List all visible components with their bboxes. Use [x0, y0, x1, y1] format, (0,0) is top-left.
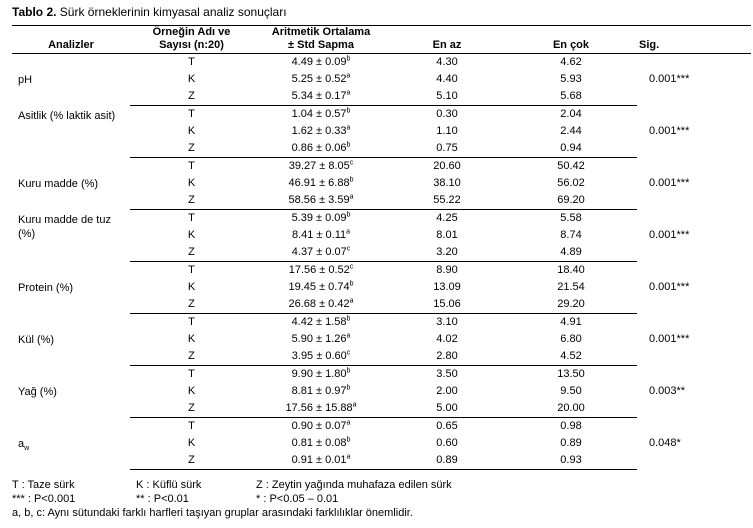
- min-value: 20.60: [433, 160, 461, 172]
- sample-group: Z: [130, 296, 253, 314]
- mean-sd-cell: 58.56 ± 3.59$^a$: [253, 192, 389, 210]
- sample-group: Z: [130, 452, 253, 470]
- table-row: [12, 262, 751, 280]
- max-value: 5.58: [560, 212, 582, 224]
- sample-group: K: [187, 125, 196, 137]
- significance-value: 0.001***: [649, 73, 690, 86]
- min-value: 38.10: [433, 177, 461, 189]
- max-value: 20.00: [505, 400, 637, 418]
- sample-group: Z: [130, 88, 253, 106]
- row-group: [12, 210, 751, 262]
- max-value: 13.50: [557, 368, 585, 380]
- min-value: 4.25: [436, 212, 458, 224]
- mean-sd-cell: 0.90 ± 0.07$^a$: [291, 419, 351, 432]
- min-value: 2.00: [436, 385, 458, 397]
- min-value: 8.90: [436, 264, 458, 276]
- mean-sd-cell: 5.90 ± 1.26$^a$: [291, 332, 351, 345]
- max-value: 5.68: [505, 88, 637, 106]
- mean-sd-cell: 39.27 ± 8.05$^c$: [288, 159, 354, 172]
- mean-sd-cell: 4.42 ± 1.58$^b$: [291, 315, 351, 328]
- mean-sd-cell: 4.37 ± 0.07$^c$: [253, 244, 389, 262]
- min-value: 55.22: [389, 192, 505, 210]
- analysis-name: Kül (%): [18, 333, 55, 346]
- min-value: 13.09: [433, 281, 461, 293]
- table-row: [12, 158, 751, 176]
- max-value: 56.02: [557, 177, 585, 189]
- significance-value: 0.001***: [649, 281, 690, 293]
- sample-group: K: [187, 73, 196, 85]
- note-t: T : Taze sürk: [12, 479, 75, 491]
- table-caption-text: Sürk örneklerinin kimyasal analiz sonuçları: [56, 5, 287, 19]
- note-k: K : Küflü sürk: [136, 479, 202, 491]
- max-value: 2.44: [560, 125, 582, 137]
- note-p05: * : P<0.05 – 0.01: [256, 493, 339, 505]
- min-value: 3.50: [436, 368, 458, 380]
- max-value: 4.91: [560, 316, 582, 328]
- sample-group: Z: [130, 348, 253, 366]
- mean-sd-cell: 0.91 ± 0.01$^a$: [253, 452, 389, 470]
- max-value: 9.50: [560, 385, 582, 397]
- mean-sd-cell: 8.81 ± 0.97$^b$: [291, 384, 351, 397]
- row-group: [12, 262, 751, 314]
- sample-group: Z: [130, 192, 253, 210]
- max-value: 50.42: [557, 160, 585, 172]
- mean-sd-cell: 0.86 ± 0.06$^b$: [253, 140, 389, 158]
- max-value: 0.98: [560, 420, 582, 432]
- sample-group: K: [187, 229, 196, 241]
- max-value: 5.93: [560, 73, 582, 85]
- mean-sd-cell: 9.90 ± 1.80$^b$: [291, 367, 351, 380]
- table-row: [12, 106, 751, 124]
- analysis-name: Kuru madde (%): [18, 177, 99, 190]
- mean-sd-cell: 5.34 ± 0.17$^a$: [253, 88, 389, 106]
- significance-value: 0.001***: [649, 177, 690, 189]
- note-letters: a, b, c: Aynı sütundaki farklı harfleri taşıyan gruplar arasındaki farklılıklar önemlidir.: [12, 507, 413, 519]
- min-value: 0.60: [436, 437, 458, 449]
- row-group: [12, 106, 751, 158]
- header-min: En az: [389, 26, 505, 54]
- sample-group: T: [188, 316, 195, 328]
- sample-group: T: [188, 108, 195, 120]
- min-value: 4.02: [436, 333, 458, 345]
- sample-group: Z: [130, 244, 253, 262]
- mean-sd-cell: 5.25 ± 0.52$^a$: [291, 72, 351, 85]
- analysis-name: Asitlik (% laktik asit): [18, 109, 116, 122]
- min-value: 15.06: [389, 296, 505, 314]
- mean-sd-cell: 3.95 ± 0.60$^c$: [253, 348, 389, 366]
- sample-group: K: [187, 333, 196, 345]
- table-row: [12, 418, 751, 436]
- max-value: 29.20: [505, 296, 637, 314]
- max-value: 4.52: [505, 348, 637, 366]
- header-sig: Sig.: [637, 26, 751, 54]
- sample-group: T: [188, 368, 195, 380]
- sample-group: K: [187, 177, 196, 189]
- max-value: 0.93: [505, 452, 637, 470]
- max-value: 0.89: [560, 437, 582, 449]
- min-value: 3.20: [389, 244, 505, 262]
- note-z: Z : Zeytin yağında muhafaza edilen sürk: [256, 479, 452, 491]
- min-value: 1.10: [436, 125, 458, 137]
- sample-group: T: [188, 264, 195, 276]
- sample-group: T: [188, 212, 195, 224]
- sample-group: T: [188, 420, 195, 432]
- row-group: [12, 54, 751, 106]
- header-analyses: Analizler: [12, 26, 130, 54]
- min-value: 4.30: [436, 56, 458, 68]
- min-value: 0.89: [389, 452, 505, 470]
- row-group: [12, 418, 751, 470]
- significance-value: 0.001***: [649, 333, 690, 345]
- min-value: 0.75: [389, 140, 505, 158]
- analysis-name: Protein (%): [18, 281, 74, 294]
- sample-group: T: [188, 56, 195, 68]
- table-caption: [12, 5, 287, 19]
- max-value: 69.20: [505, 192, 637, 210]
- max-value: 21.54: [557, 281, 585, 293]
- table-row: [12, 366, 751, 384]
- min-value: 5.00: [389, 400, 505, 418]
- row-group: [12, 158, 751, 210]
- analysis-table: [12, 25, 751, 470]
- table-row: [12, 54, 751, 72]
- mean-sd-cell: 46.91 ± 6.88$^b$: [288, 176, 354, 189]
- table-row: [12, 314, 751, 332]
- sample-group: Z: [130, 140, 253, 158]
- mean-sd-cell: 5.39 ± 0.09$^b$: [291, 211, 351, 224]
- header-max: En çok: [505, 26, 637, 54]
- significance-value: 0.001***: [649, 229, 690, 241]
- min-value: 2.80: [389, 348, 505, 366]
- min-value: 5.10: [389, 88, 505, 106]
- sample-group: K: [187, 385, 196, 397]
- significance-value: 0.003**: [649, 385, 686, 397]
- note-p001: *** : P<0.001: [12, 493, 76, 505]
- mean-sd-cell: 8.41 ± 0.11$^a$: [291, 228, 351, 241]
- max-value: 4.62: [560, 56, 582, 68]
- analysis-name: $a_w$: [18, 437, 30, 452]
- mean-sd-cell: 0.81 ± 0.08$^b$: [291, 436, 351, 449]
- header-sample-group: Örneğin Adı ve Sayısı (n:20): [130, 26, 253, 54]
- significance-value: 0.048*: [649, 437, 681, 449]
- mean-sd-cell: 17.56 ± 0.52$^c$: [288, 263, 354, 276]
- row-group: [12, 366, 751, 418]
- mean-sd-cell: 4.49 ± 0.09$^b$: [291, 55, 351, 68]
- min-value: 4.40: [436, 73, 458, 85]
- analysis-name: Yağ (%): [18, 385, 57, 398]
- max-value: 6.80: [560, 333, 582, 345]
- max-value: 2.04: [560, 108, 582, 120]
- mean-sd-cell: 1.62 ± 0.33$^a$: [291, 124, 351, 137]
- sample-group: K: [187, 281, 196, 293]
- max-value: 4.89: [505, 244, 637, 262]
- sample-group: Z: [130, 400, 253, 418]
- table-row: [12, 210, 751, 228]
- table-header-row: [12, 26, 751, 54]
- row-group: [12, 314, 751, 366]
- mean-sd-cell: 19.45 ± 0.74$^b$: [288, 280, 354, 293]
- header-mean-sd: Aritmetik Ortalama ± Std Sapma: [253, 26, 389, 54]
- min-value: 8.01: [436, 229, 458, 241]
- max-value: 8.74: [560, 229, 582, 241]
- note-p01: ** : P<0.01: [136, 493, 189, 505]
- sample-group: K: [187, 437, 196, 449]
- min-value: 0.65: [436, 420, 458, 432]
- analysis-name: pH: [18, 73, 33, 86]
- mean-sd-cell: 17.56 ± 15.88$^a$: [253, 400, 389, 418]
- mean-sd-cell: 26.68 ± 0.42$^a$: [253, 296, 389, 314]
- significance-value: 0.001***: [649, 125, 690, 137]
- min-value: 3.10: [436, 316, 458, 328]
- sample-group: T: [188, 160, 195, 172]
- analysis-name: Kuru madde de tuz (%): [18, 213, 111, 240]
- max-value: 18.40: [557, 264, 585, 276]
- table-caption-label: Tablo 2.: [12, 5, 57, 19]
- mean-sd-cell: 1.04 ± 0.57$^b$: [291, 107, 351, 120]
- max-value: 0.94: [505, 140, 637, 158]
- min-value: 0.30: [436, 108, 458, 120]
